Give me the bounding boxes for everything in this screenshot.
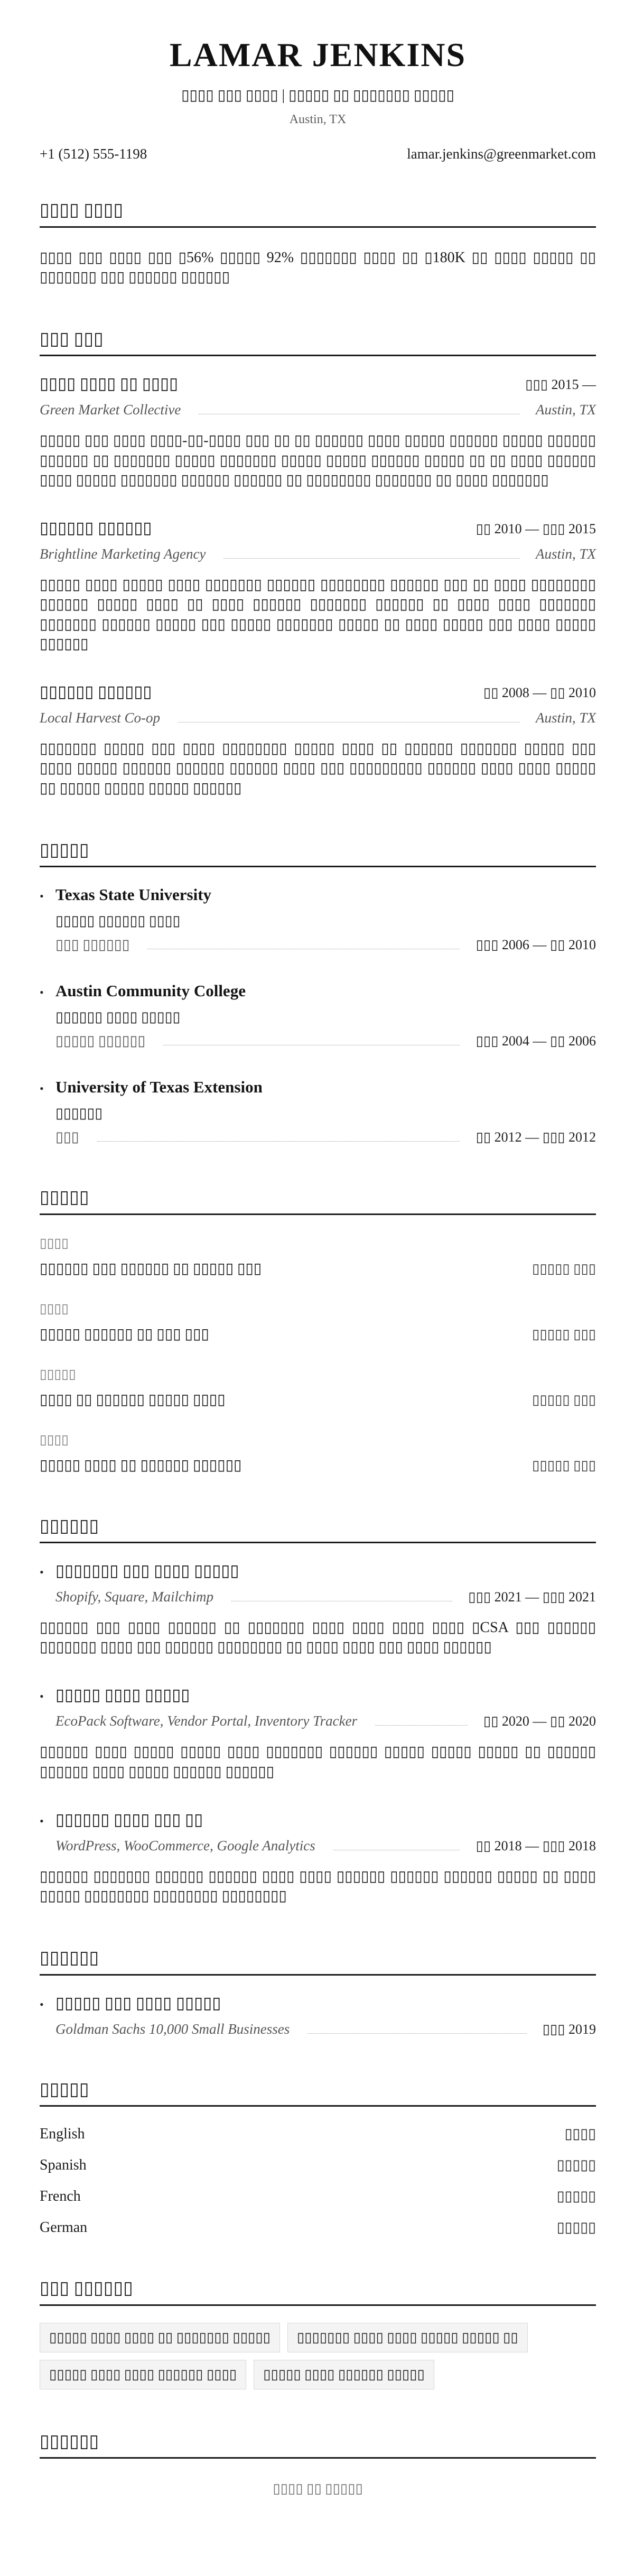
section-rule [40, 2457, 596, 2459]
skill-row [40, 1456, 596, 1474]
job-entry [40, 374, 596, 490]
section-rule [40, 866, 596, 867]
language-level: ▯▯▯▯ [564, 2126, 596, 2142]
job-title: ▯▯▯▯▯▯ ▯▯▯▯▯▯ [40, 682, 152, 701]
job-location: Austin, TX [535, 710, 596, 726]
skill-category: ▯▯▯▯ [40, 1301, 69, 1316]
project-title-row [40, 1810, 596, 1829]
bullet-icon: • [40, 1565, 44, 1579]
language-row [40, 2157, 596, 2174]
language-name: Spanish [40, 2157, 87, 2174]
skill-group [40, 1366, 596, 1409]
project-description: ▯▯▯▯▯▯ ▯▯▯▯ ▯▯▯▯▯ ▯▯▯▯▯ ▯▯▯▯ ▯▯▯▯▯▯▯ ▯▯▯▯▯▯ ▯▯▯▯▯ ▯▯▯▯▯ ▯▯▯▯▯ ▯▯ ▯▯▯▯▯▯ ▯▯▯▯▯▯ ▯▯▯▯ ▯▯▯▯▯ ▯▯▯▯▯▯ ▯▯▯▯▯▯ [40, 1744, 596, 1780]
skill-level: ▯▯▯▯▯ ▯▯▯ [532, 1457, 596, 1473]
project-title: ▯▯▯▯▯▯ ▯▯▯▯ ▯▯▯ ▯▯ [55, 1810, 203, 1829]
school-row [40, 981, 596, 1000]
contact-row [40, 146, 596, 162]
section-summary [40, 200, 596, 287]
job-dates: ▯▯ 2010 — ▯▯▯ 2015 [476, 521, 596, 537]
education-entry [40, 981, 596, 1049]
language-level: ▯▯▯▯▯ [556, 2157, 596, 2173]
phone-number: +1 (512) 555-1198 [40, 146, 147, 162]
certification-meta-row [55, 2021, 596, 2037]
section-projects [40, 1516, 596, 1906]
projects-title: ▯▯▯▯▯▯ [40, 1516, 99, 1536]
references-title: ▯▯▯▯▯▯ [40, 2431, 99, 2451]
project-tech: EcoPack Software, Vendor Portal, Inventory Tracker [55, 1713, 358, 1729]
education-dates: ▯▯▯ 2004 — ▯▯ 2006 [476, 1033, 596, 1049]
resume-header [40, 37, 596, 162]
person-name: LAMAR JENKINS [169, 36, 467, 73]
achievement-chip: ▯▯▯▯▯ ▯▯▯▯ ▯▯▯▯▯▯ ▯▯▯▯▯ [254, 2360, 434, 2389]
company-name: Green Market Collective [40, 402, 181, 418]
bullet-icon: • [40, 889, 44, 903]
project-entry [40, 1685, 596, 1781]
project-entry [40, 1561, 596, 1657]
job-title: ▯▯▯▯▯▯ ▯▯▯▯▯▯ [40, 518, 152, 538]
email-address: lamar.jenkins@greenmarket.com [407, 146, 596, 162]
job-title: ▯▯▯▯ ▯▯▯▯ ▯▯ ▯▯▯▯ [40, 374, 179, 393]
dotted-leader [375, 1725, 468, 1726]
field-of-study: ▯▯▯ ▯▯▯▯▯▯ [55, 937, 130, 953]
project-meta-row [55, 1838, 596, 1854]
project-dates: ▯▯▯ 2021 — ▯▯▯ 2021 [468, 1589, 596, 1605]
header-location: Austin, TX [289, 113, 347, 127]
language-level: ▯▯▯▯▯ [556, 2188, 596, 2204]
job-description: ▯▯▯▯▯ ▯▯▯▯ ▯▯▯▯▯ ▯▯▯▯ ▯▯▯▯▯▯▯ ▯▯▯▯▯▯ ▯▯▯▯▯▯▯▯ ▯▯▯▯▯▯ ▯▯▯ ▯▯ ▯▯▯▯ ▯▯▯▯▯▯▯▯ ▯▯▯▯▯▯ ▯▯▯▯▯ ▯▯▯▯ ▯▯ ▯▯▯▯ ▯▯▯▯▯▯ ▯▯▯▯▯▯▯ ▯▯▯▯▯▯ ▯▯ ▯▯▯▯ ▯▯▯▯ ▯▯▯▯▯▯▯ ▯▯▯▯▯▯▯ ▯▯▯▯▯▯ ▯▯▯▯▯ ▯▯▯ ▯▯▯▯▯ ▯▯▯▯▯▯▯ ▯▯▯▯▯ ▯▯ ▯▯▯▯ ▯▯▯▯▯ ▯▯▯ ▯▯▯▯ ▯▯▯▯▯ ▯▯▯▯▯▯ [40, 577, 596, 652]
section-rule [40, 226, 596, 228]
skill-level: ▯▯▯▯▯ ▯▯▯ [532, 1326, 596, 1342]
job-description: ▯▯▯▯▯▯▯ ▯▯▯▯▯ ▯▯▯ ▯▯▯▯ ▯▯▯▯▯▯▯▯ ▯▯▯▯▯ ▯▯▯▯ ▯▯ ▯▯▯▯▯▯ ▯▯▯▯▯▯▯ ▯▯▯▯▯ ▯▯▯ ▯▯▯▯ ▯▯▯▯▯ ▯▯▯▯▯▯ ▯▯▯▯▯▯ ▯▯▯▯▯▯ ▯▯▯▯ ▯▯▯ ▯▯▯▯▯▯▯▯▯ ▯▯▯▯▯▯ ▯▯▯▯ ▯▯▯▯ ▯▯▯▯▯ ▯▯ ▯▯▯▯▯ ▯▯▯▯▯ ▯▯▯▯▯ ▯▯▯▯▯▯ [40, 740, 596, 796]
job-dates: ▯▯▯ 2015 — [525, 377, 596, 393]
skill-level: ▯▯▯▯▯ ▯▯▯ [532, 1261, 596, 1276]
skill-level: ▯▯▯▯▯ ▯▯▯ [532, 1392, 596, 1407]
certifications-title: ▯▯▯▯▯▯ [40, 1948, 99, 1968]
degree: ▯▯▯▯▯ ▯▯▯▯▯▯ ▯▯▯▯ [55, 913, 181, 929]
skill-group [40, 1432, 596, 1474]
company-name: Brightline Marketing Agency [40, 546, 206, 562]
references-note: ▯▯▯▯ ▯▯ ▯▯▯▯▯ [273, 2480, 363, 2496]
dotted-leader [307, 2033, 526, 2034]
section-rule [40, 2105, 596, 2107]
education-entry [40, 885, 596, 953]
dotted-leader [223, 558, 520, 559]
skill-group [40, 1301, 596, 1343]
achievement-chip: ▯▯▯▯▯ ▯▯▯▯ ▯▯▯▯ ▯▯▯▯▯▯ ▯▯▯▯ [40, 2360, 246, 2389]
degree: ▯▯▯▯▯▯ [55, 1105, 103, 1122]
project-title-row [40, 1685, 596, 1704]
skill-name: ▯▯▯▯▯ ▯▯▯▯▯▯ ▯▯ ▯▯▯ ▯▯▯ [40, 1326, 209, 1342]
job-meta-row [40, 546, 596, 562]
skills-title: ▯▯▯▯▯ [40, 1188, 89, 1208]
project-tech: WordPress, WooCommerce, Google Analytics [55, 1837, 315, 1854]
field-of-study: ▯▯▯ [55, 1129, 79, 1145]
language-name: German [40, 2219, 88, 2236]
section-rule [40, 2304, 596, 2306]
education-dates: ▯▯ 2012 — ▯▯▯ 2012 [476, 1129, 596, 1145]
education-dates: ▯▯▯ 2006 — ▯▯ 2010 [476, 937, 596, 953]
bullet-icon: • [40, 1997, 44, 2011]
education-title: ▯▯▯▯▯ [40, 840, 89, 860]
certification-entry [40, 1994, 596, 2037]
school-name: Austin Community College [55, 981, 246, 1000]
job-dates: ▯▯ 2008 — ▯▯ 2010 [483, 685, 596, 701]
language-name: French [40, 2188, 81, 2205]
summary-text: ▯▯▯▯ ▯▯▯ ▯▯▯▯ ▯▯▯ ▯56% ▯▯▯▯▯ 92% ▯▯▯▯▯▯▯ ▯▯▯▯ ▯▯ ▯180K ▯▯ ▯▯▯▯ ▯▯▯▯▯ ▯▯ ▯▯▯▯▯▯▯ ▯▯▯ ▯▯▯▯▯▯ ▯▯▯▯▯▯ [40, 249, 596, 285]
headline: ▯▯▯▯ ▯▯▯ ▯▯▯▯ | ▯▯▯▯▯ ▯▯ ▯▯▯▯▯▯▯ ▯▯▯▯▯ [181, 87, 454, 104]
project-dates: ▯▯ 2020 — ▯▯ 2020 [483, 1713, 596, 1729]
skill-row [40, 1391, 596, 1409]
school-row [40, 1078, 596, 1097]
job-title-row [40, 374, 596, 393]
summary-title: ▯▯▯▯ ▯▯▯▯ [40, 200, 124, 220]
achievement-chips [40, 2323, 596, 2389]
skill-name: ▯▯▯▯ ▯▯ ▯▯▯▯▯▯ ▯▯▯▯▯ ▯▯▯▯ [40, 1391, 226, 1408]
language-row [40, 2219, 596, 2236]
section-rule [40, 1542, 596, 1543]
bullet-icon: • [40, 1082, 44, 1096]
section-certifications [40, 1948, 596, 2037]
skill-category: ▯▯▯▯ [40, 1236, 69, 1250]
education-meta-row [55, 1033, 596, 1049]
section-rule [40, 355, 596, 356]
section-references [40, 2432, 596, 2497]
achievement-chip: ▯▯▯▯▯ ▯▯▯▯ ▯▯▯▯ ▯▯ ▯▯▯▯▯▯▯ ▯▯▯▯▯ [40, 2323, 280, 2352]
achievements-title: ▯▯▯ ▯▯▯▯▯▯ [40, 2278, 133, 2299]
company-name: Local Harvest Co-op [40, 710, 160, 726]
skill-name: ▯▯▯▯▯▯ ▯▯▯ ▯▯▯▯▯▯ ▯▯ ▯▯▯▯▯ ▯▯▯ [40, 1260, 262, 1277]
project-entry [40, 1810, 596, 1906]
skill-name: ▯▯▯▯▯ ▯▯▯▯ ▯▯ ▯▯▯▯▯▯ ▯▯▯▯▯▯ [40, 1457, 242, 1474]
certification-issuer: Goldman Sachs 10,000 Small Businesses [55, 2021, 290, 2037]
work-title: ▯▯▯ ▯▯▯ [40, 329, 104, 349]
bullet-icon: • [40, 1690, 44, 1703]
skill-category: ▯▯▯▯▯ [40, 1367, 76, 1382]
bullet-icon: • [40, 1814, 44, 1828]
section-work [40, 329, 596, 798]
school-name: Texas State University [55, 885, 212, 904]
skill-group [40, 1235, 596, 1277]
job-entry [40, 518, 596, 654]
section-education [40, 840, 596, 1145]
language-level: ▯▯▯▯▯ [556, 2219, 596, 2236]
achievement-chip: ▯▯▯▯▯▯▯ ▯▯▯▯ ▯▯▯▯ ▯▯▯▯▯ ▯▯▯▯▯ ▯▯ [287, 2323, 528, 2352]
skill-row [40, 1325, 596, 1343]
job-location: Austin, TX [535, 546, 596, 562]
education-entry [40, 1078, 596, 1145]
project-title: ▯▯▯▯▯▯▯ ▯▯▯ ▯▯▯▯ ▯▯▯▯▯ [55, 1561, 239, 1580]
language-row [40, 2126, 596, 2143]
section-skills [40, 1188, 596, 1474]
job-meta-row [40, 710, 596, 726]
education-meta-row [55, 1129, 596, 1145]
project-description: ▯▯▯▯▯▯ ▯▯▯ ▯▯▯▯ ▯▯▯▯▯▯ ▯▯ ▯▯▯▯▯▯▯ ▯▯▯▯ ▯▯▯▯ ▯▯▯▯ ▯▯▯▯ ▯CSA ▯▯▯ ▯▯▯▯▯▯ ▯▯▯▯▯▯▯ ▯▯▯▯ ▯▯▯ ▯▯▯▯▯▯ ▯▯▯▯▯▯▯▯ ▯▯ ▯▯▯▯ ▯▯▯▯ ▯▯▯ ▯▯▯▯ ▯▯▯▯▯▯ [40, 1619, 596, 1656]
job-title-row [40, 682, 596, 701]
bullet-icon: • [40, 986, 44, 999]
certification-title: ▯▯▯▯▯ ▯▯▯ ▯▯▯▯ ▯▯▯▯▯ [55, 1993, 221, 2012]
project-tech: Shopify, Square, Mailchimp [55, 1588, 213, 1605]
education-meta-row [55, 937, 596, 953]
project-dates: ▯▯ 2018 — ▯▯▯ 2018 [476, 1838, 596, 1854]
language-row [40, 2188, 596, 2205]
project-meta-row [55, 1589, 596, 1605]
section-rule [40, 1974, 596, 1976]
section-rule [40, 1213, 596, 1215]
certification-date: ▯▯▯ 2019 [542, 2021, 596, 2037]
skill-category: ▯▯▯▯ [40, 1432, 69, 1447]
job-description: ▯▯▯▯▯ ▯▯▯ ▯▯▯▯ ▯▯▯▯-▯▯-▯▯▯▯ ▯▯▯ ▯▯ ▯▯ ▯▯▯▯▯▯ ▯▯▯▯ ▯▯▯▯▯ ▯▯▯▯▯▯ ▯▯▯▯▯ ▯▯▯▯▯▯ ▯▯▯▯▯▯ ▯▯ ▯▯▯▯▯▯▯ ▯▯▯▯▯ ▯▯▯▯▯▯▯ ▯▯▯▯▯ ▯▯▯▯▯ ▯▯▯▯▯▯ ▯▯▯▯▯ ▯▯ ▯▯ ▯▯▯▯ ▯▯▯▯▯▯ ▯▯▯▯ ▯▯▯▯▯ ▯▯▯▯▯▯▯ ▯▯▯▯▯▯ ▯▯▯▯▯▯ ▯▯ ▯▯▯▯▯▯▯▯ ▯▯▯▯▯▯▯ ▯▯ ▯▯▯▯ ▯▯▯▯▯▯▯ [40, 432, 596, 488]
school-row [40, 885, 596, 904]
section-languages [40, 2080, 596, 2236]
project-title-row [40, 1561, 596, 1580]
job-entry [40, 682, 596, 798]
project-description: ▯▯▯▯▯▯ ▯▯▯▯▯▯▯ ▯▯▯▯▯▯ ▯▯▯▯▯▯ ▯▯▯▯ ▯▯▯▯ ▯▯▯▯▯▯ ▯▯▯▯▯▯ ▯▯▯▯▯▯ ▯▯▯▯▯ ▯▯ ▯▯▯▯ ▯▯▯▯▯ ▯▯▯▯▯▯▯▯ ▯▯▯▯▯▯▯▯ ▯▯▯▯▯▯▯▯ [40, 1868, 596, 1905]
project-meta-row [55, 1713, 596, 1729]
dotted-leader [97, 1141, 460, 1142]
degree: ▯▯▯▯▯▯ ▯▯▯▯ ▯▯▯▯▯ [55, 1009, 181, 1025]
job-location: Austin, TX [535, 402, 596, 418]
language-name: English [40, 2126, 85, 2143]
school-name: University of Texas Extension [55, 1078, 263, 1097]
job-title-row [40, 518, 596, 538]
section-achievements [40, 2278, 596, 2389]
project-title: ▯▯▯▯▯ ▯▯▯▯ ▯▯▯▯▯ [55, 1685, 190, 1704]
field-of-study: ▯▯▯▯▯ ▯▯▯▯▯▯ [55, 1033, 146, 1049]
job-meta-row [40, 402, 596, 418]
languages-title: ▯▯▯▯▯ [40, 2079, 89, 2099]
certification-title-row [40, 1994, 596, 2013]
skill-row [40, 1259, 596, 1277]
